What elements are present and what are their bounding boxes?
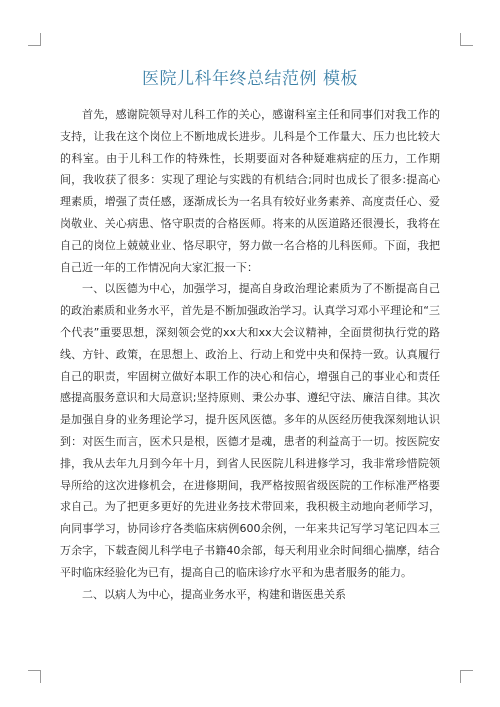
document-body (60, 104, 440, 605)
paragraph-section-one: 一、以医德为中心，加强学习，提高自身政治理论素质为了不断提高自己的政治素质和业务水平，首先是不断加强政治学习。认真学习邓小平理论和“三个代表”重要思想，深刻领会党的xx大和xx大会议精神，全面贯彻执行党的路线、方针、政策，在思想上、政治上、行动上和党中央和保持一致。认真履行自己的职责，牢固树立做好本职工作的决心和信心，增强自己的事业心和责任感提高服务意识和大局意识;坚持原则、秉公办事、遵纪守法、廉洁自律。其次是加强自身的业务理论学习，提升医风医德。多年的从医经历使我深刻地认识到：对医生而言，医术只是根，医德才是魂，患者的利益高于一切。按医院安排，我从去年九月到今年十月，到省人民医院儿科进修学习，我非常珍惜院领导所给的这次进修机会，在进修期间，我严格按照省级医院的工作标准严格要求自己。为了把更多更好的先进业务技术带回来，我积极主动地向老师学习，向同事学习，协同诊疗各类临床病例600余例，一年来共记写学习笔记四本三万余字，下载查阅儿科学电子书籍40余部，每天利用业余时间细心揣摩，结合平时临床经验化为已有，提高自己的临床诊疗水平和为患者服务的能力。 (60, 282, 440, 579)
crop-mark-top-right (460, 33, 473, 46)
paragraph-section-two-heading: 二、以病人为中心，提高业务水平，构建和谐医患关系 (82, 587, 346, 601)
crop-mark-top-left (28, 33, 41, 46)
document-title: 医院儿科年终总结范例 模板 (142, 69, 358, 89)
crop-mark-bottom-left (28, 670, 41, 683)
paragraph-intro: 首先，感谢院领导对儿科工作的关心，感谢科室主任和同事们对我工作的支持，让我在这个岗位上不断地成长进步。儿科是个工作量大、压力也比较大的科室。由于儿科工作的特殊性，长期要面对各种疑难病症的压力，工作期间，我收获了很多：实现了理论与实践的有机结合;同时也成长了很多:提高心理素质，增强了责任感，逐渐成长为一名具有较好业务素养、高度责任心、爱岗敬业、关心病患、恪守职责的合格医师。将来的从医道路还很漫长，我将在自己的岗位上兢兢业业、恪尽职守，努力做一名合格的儿科医师。下面，我把自己近一年的工作情况向大家汇报一下： (60, 108, 440, 274)
crop-mark-bottom-right (460, 670, 473, 683)
